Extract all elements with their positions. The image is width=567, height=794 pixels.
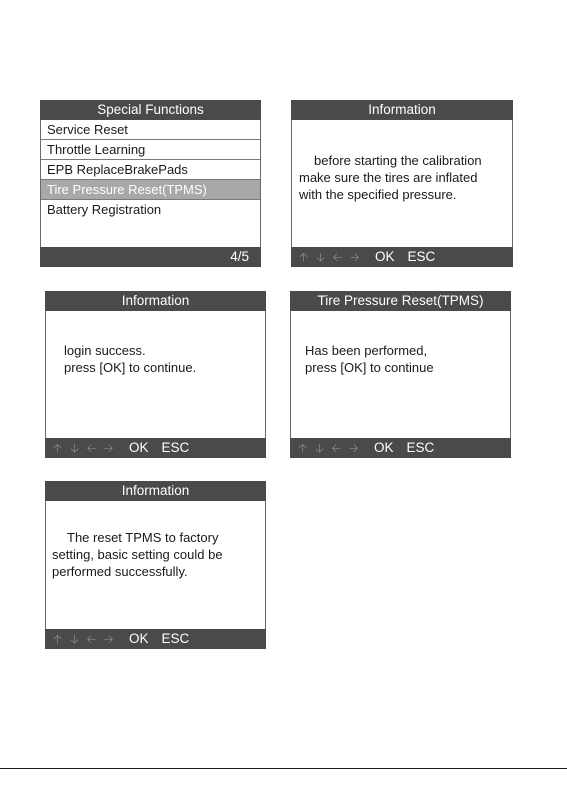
message-area bbox=[45, 311, 266, 438]
arrow-right-icon[interactable]: 🡢 bbox=[348, 441, 359, 455]
page-indicator: 4/5 bbox=[230, 249, 249, 264]
message-area bbox=[291, 120, 513, 247]
arrow-down-icon[interactable]: 🡣 bbox=[70, 632, 79, 646]
nav-arrows bbox=[297, 247, 361, 267]
footer-keys bbox=[129, 438, 189, 458]
arrow-right-icon[interactable]: 🡢 bbox=[103, 441, 114, 455]
message-line: press [OK] to continue. bbox=[64, 360, 197, 375]
page-divider bbox=[0, 768, 567, 769]
screen-title: Special Functions bbox=[40, 100, 261, 120]
screen-title: Information bbox=[291, 100, 513, 120]
arrow-down-icon[interactable]: 🡣 bbox=[316, 250, 325, 264]
arrow-up-icon[interactable]: 🡡 bbox=[298, 441, 307, 455]
menu-item-battery-registration[interactable]: Battery Registration bbox=[47, 202, 162, 217]
screen-title: Information bbox=[45, 291, 266, 311]
message-line: Has been performed, bbox=[305, 343, 428, 358]
ok-button[interactable]: OK bbox=[375, 249, 395, 264]
message-line: press [OK] to continue bbox=[305, 360, 434, 375]
ok-button[interactable]: OK bbox=[129, 631, 149, 646]
message-line: setting, basic setting could be bbox=[52, 547, 223, 562]
information-calibration-screen bbox=[291, 100, 513, 267]
menu-item-epb-replace-brake-pads[interactable]: EPB ReplaceBrakePads bbox=[41, 160, 260, 180]
footer-keys bbox=[374, 438, 434, 458]
menu-item-service-reset[interactable]: Service Reset bbox=[41, 120, 260, 140]
information-login-screen bbox=[45, 291, 266, 458]
arrow-left-icon[interactable]: 🡠 bbox=[331, 441, 342, 455]
screen-title: Tire Pressure Reset(TPMS) bbox=[290, 291, 511, 311]
footer-keys bbox=[129, 629, 189, 649]
footer-bar bbox=[45, 438, 266, 458]
arrow-up-icon[interactable]: 🡡 bbox=[299, 250, 308, 264]
screen-title: Information bbox=[45, 481, 266, 501]
menu-item-tpms-reset[interactable]: Tire Pressure Reset(TPMS) bbox=[41, 180, 260, 200]
arrow-down-icon[interactable]: 🡣 bbox=[315, 441, 324, 455]
ok-button[interactable]: OK bbox=[129, 440, 149, 455]
function-menu bbox=[41, 120, 260, 219]
esc-button[interactable]: ESC bbox=[406, 440, 435, 455]
ok-button[interactable]: OK bbox=[374, 440, 394, 455]
esc-button[interactable]: ESC bbox=[407, 249, 436, 264]
message-line: make sure the tires are inflated bbox=[299, 170, 478, 185]
nav-arrows bbox=[296, 438, 360, 458]
arrow-left-icon[interactable]: 🡠 bbox=[86, 441, 97, 455]
nav-arrows bbox=[51, 629, 115, 649]
esc-button[interactable]: ESC bbox=[161, 440, 190, 455]
footer-keys bbox=[375, 247, 435, 267]
arrow-right-icon[interactable]: 🡢 bbox=[349, 250, 360, 264]
information-reset-screen bbox=[45, 481, 266, 649]
arrow-left-icon[interactable]: 🡠 bbox=[86, 632, 97, 646]
arrow-right-icon[interactable]: 🡢 bbox=[103, 632, 114, 646]
nav-arrows bbox=[51, 438, 115, 458]
footer-bar bbox=[45, 629, 266, 649]
menu-area bbox=[40, 120, 261, 247]
message-line: login success. bbox=[64, 343, 146, 358]
arrow-down-icon[interactable]: 🡣 bbox=[70, 441, 79, 455]
arrow-up-icon[interactable]: 🡡 bbox=[53, 632, 62, 646]
message-line: before starting the calibration bbox=[314, 153, 482, 168]
footer-bar bbox=[40, 247, 261, 267]
arrow-left-icon[interactable]: 🡠 bbox=[332, 250, 343, 264]
message-line: performed successfully. bbox=[52, 564, 188, 579]
message-line: with the specified pressure. bbox=[299, 187, 457, 202]
message-line: The reset TPMS to factory bbox=[67, 530, 219, 545]
message-area bbox=[290, 311, 511, 438]
menu-item-throttle-learning[interactable]: Throttle Learning bbox=[41, 140, 260, 160]
arrow-up-icon[interactable]: 🡡 bbox=[53, 441, 62, 455]
footer-bar bbox=[290, 438, 511, 458]
esc-button[interactable]: ESC bbox=[161, 631, 190, 646]
message-area bbox=[45, 501, 266, 629]
special-functions-screen bbox=[40, 100, 261, 267]
footer-bar bbox=[291, 247, 513, 267]
tpms-performed-screen bbox=[290, 291, 511, 458]
